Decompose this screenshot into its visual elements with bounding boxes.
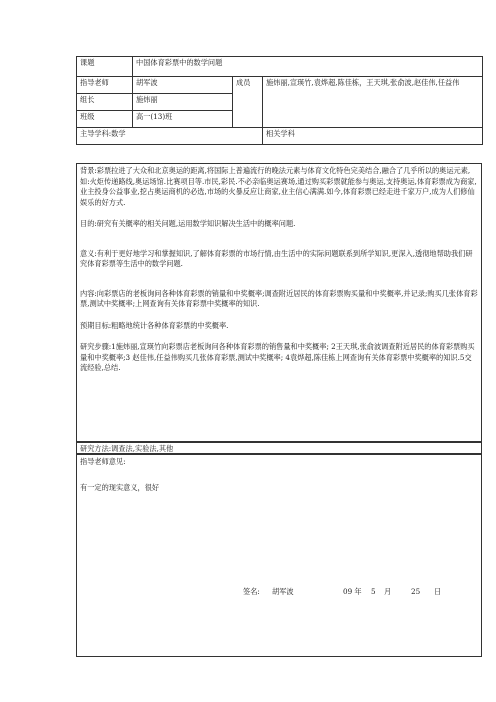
teacher-row (77, 77, 483, 94)
background-text: 背景:彩票拉进了大众和北京奥运的距离,将国际上普遍流行的晚法元素与体育文化特色完美结合,融合了几乎所以的奥运元素,如:火炬传递路线,奥运场馆.比赛项目等.市民,彩民.不必亲临奥运赛场,通过购买彩票就能参与奥运,支持奥运,体育彩票成为商家,业主投身公益事业,挖占奥运商机的必选,市场的火暴反应让商家,业主信心满满.如今,体育彩票已经走进千家万户,成为人们修仙娱乐的好方式. (80, 166, 477, 207)
sign-month: 5 (371, 587, 376, 596)
opinion-text: 有一定的现实意义，很好 (80, 482, 160, 492)
class-value: 高一(13)班 (133, 111, 233, 128)
meaning-text: 意义:有利于更好地学习和掌握知识,了解体育彩票的市场行情,由生活中的实际问题联系到所学知识,更深入,透彻地帮助我们研究体育彩票等生活中的数学问题. (80, 248, 473, 268)
topic-value: 中国体育彩票中的数学问题 (133, 57, 483, 77)
research-content-block (76, 163, 482, 442)
leader-label: 组长 (77, 94, 133, 111)
method-row (76, 442, 482, 454)
sign-month-label: 月 (384, 587, 392, 596)
sign-name: 胡军波 (272, 587, 294, 596)
project-form (76, 56, 482, 657)
steps-text: 研究步骤:1施炜丽,宣瑛竹向彩票店老板询问各种体育彩票的销售量和中奖概率; 2王天琪,张俞波调查附近居民的体育彩票购买量和中奖概率;3 赵佳伟,任益伟购买几张体育彩票,测试中奖概率; 4袁烨超,陈佳栋上网查询有关体育彩票中奖概率的知识.5交流经验,总结. (80, 342, 475, 372)
sign-day-label: 日 (434, 587, 442, 596)
topic-label: 课题 (77, 57, 133, 77)
members-label: 成员 (233, 77, 263, 128)
main-subject: 主导学科:数学 (77, 128, 263, 145)
content-text: 内容:向彩票店的老板询问各种体育彩票的销量和中奖概率;调查附近居民的体育彩票购买量和中奖概率,并记录;购买几张体育彩票,测试中奖概率;上网查询有关体育彩票中奖概率的知识. (80, 288, 478, 308)
leader-value: 施炜丽 (133, 94, 233, 111)
subject-row (77, 128, 483, 145)
class-label: 班级 (77, 111, 133, 128)
info-table (76, 56, 483, 145)
related-subject: 相关学科 (263, 128, 483, 145)
goal-text: 预期目标:粗略地统计各种体育彩票的中奖概率. (80, 320, 229, 330)
teacher-label: 指导老师 (77, 77, 133, 94)
sign-day: 25 (411, 587, 421, 596)
opinion-label: 指导老师意见: (80, 457, 126, 466)
sign-label: 签名: (243, 587, 260, 596)
method-text: 研究方法:调查法,实验法,其他 (80, 444, 174, 453)
sign-year: 09 年 (343, 587, 362, 596)
teacher-value: 胡军波 (133, 77, 233, 94)
topic-row (77, 57, 483, 77)
purpose-text: 目的:研究有关概率的相关问题,运用数学知识解决生活中的概率问题. (80, 219, 296, 228)
members-value: 施炜丽,宣瑛竹,袁烨超,陈佳栋，王天琪,张俞波,赵佳伟,任益伟 (263, 77, 483, 128)
teacher-opinion-block (76, 454, 482, 657)
